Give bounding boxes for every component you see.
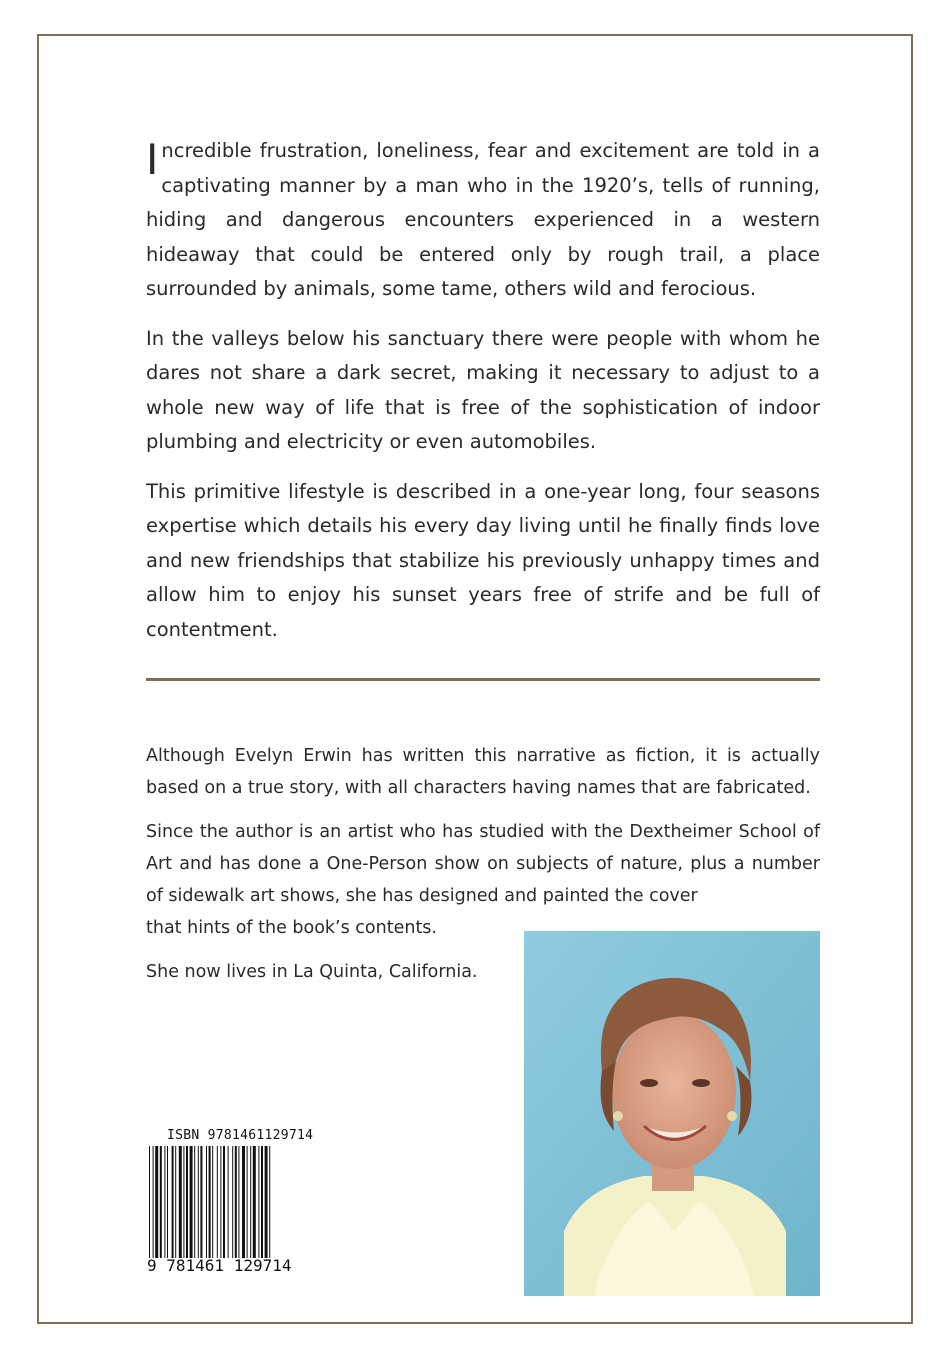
blurb	[146, 134, 820, 662]
barcode	[147, 1128, 337, 1282]
barcode-number: 9 781461 129714	[147, 1256, 292, 1275]
blurb-paragraph-3: This primitive lifestyle is described in a one-year long, four seasons expertise which details his every day living until he finally finds love and new friendships that stabilize his previously unhappy times and allow him to enjoy his sunset years free of strife and be full of contentment.	[146, 479, 820, 641]
divider	[146, 678, 820, 681]
about-paragraph-1: Although Evelyn Erwin has written this narrative as fiction, it is actually based on a true story, with all characters having names that are fabricated.	[146, 746, 820, 798]
about-paragraph-2	[146, 816, 820, 944]
blurb-paragraph-2: In the valleys below his sanctuary there were people with whom he dares not share a dark secret, making it necessary to adjust to a whole new way of life that is free of the sophistication of indoor plumbing and electricity or even automobiles.	[146, 326, 820, 453]
about-paragraph-2-text: Since the author is an artist who has studied with the Dextheimer School of Art and has done a One-Person show on subjects of nature, plus a number of sidewalk art shows, she has designed and painted the cover	[146, 822, 820, 906]
isbn-label: ISBN 9781461129714	[167, 1128, 314, 1143]
about-paragraph-2-tail: that hints of the book’s contents.	[146, 918, 437, 938]
about-paragraph-3: She now lives in La Quinta, California.	[146, 962, 478, 982]
author-photo	[524, 931, 820, 1296]
barcode-bars	[147, 1146, 337, 1258]
drop-cap: I	[146, 135, 159, 184]
blurb-paragraph-1	[146, 134, 820, 307]
blurb-paragraph-1-text: ncredible frustration, loneliness, fear and excitement are told in a captivating manner by a man who in the 1920’s, tells of running, hiding and dangerous encounters experienced in a western hideaway that could be entered only by rough trail, a place surrounded by animals, some tame, others wild and ferocious.	[146, 139, 820, 300]
